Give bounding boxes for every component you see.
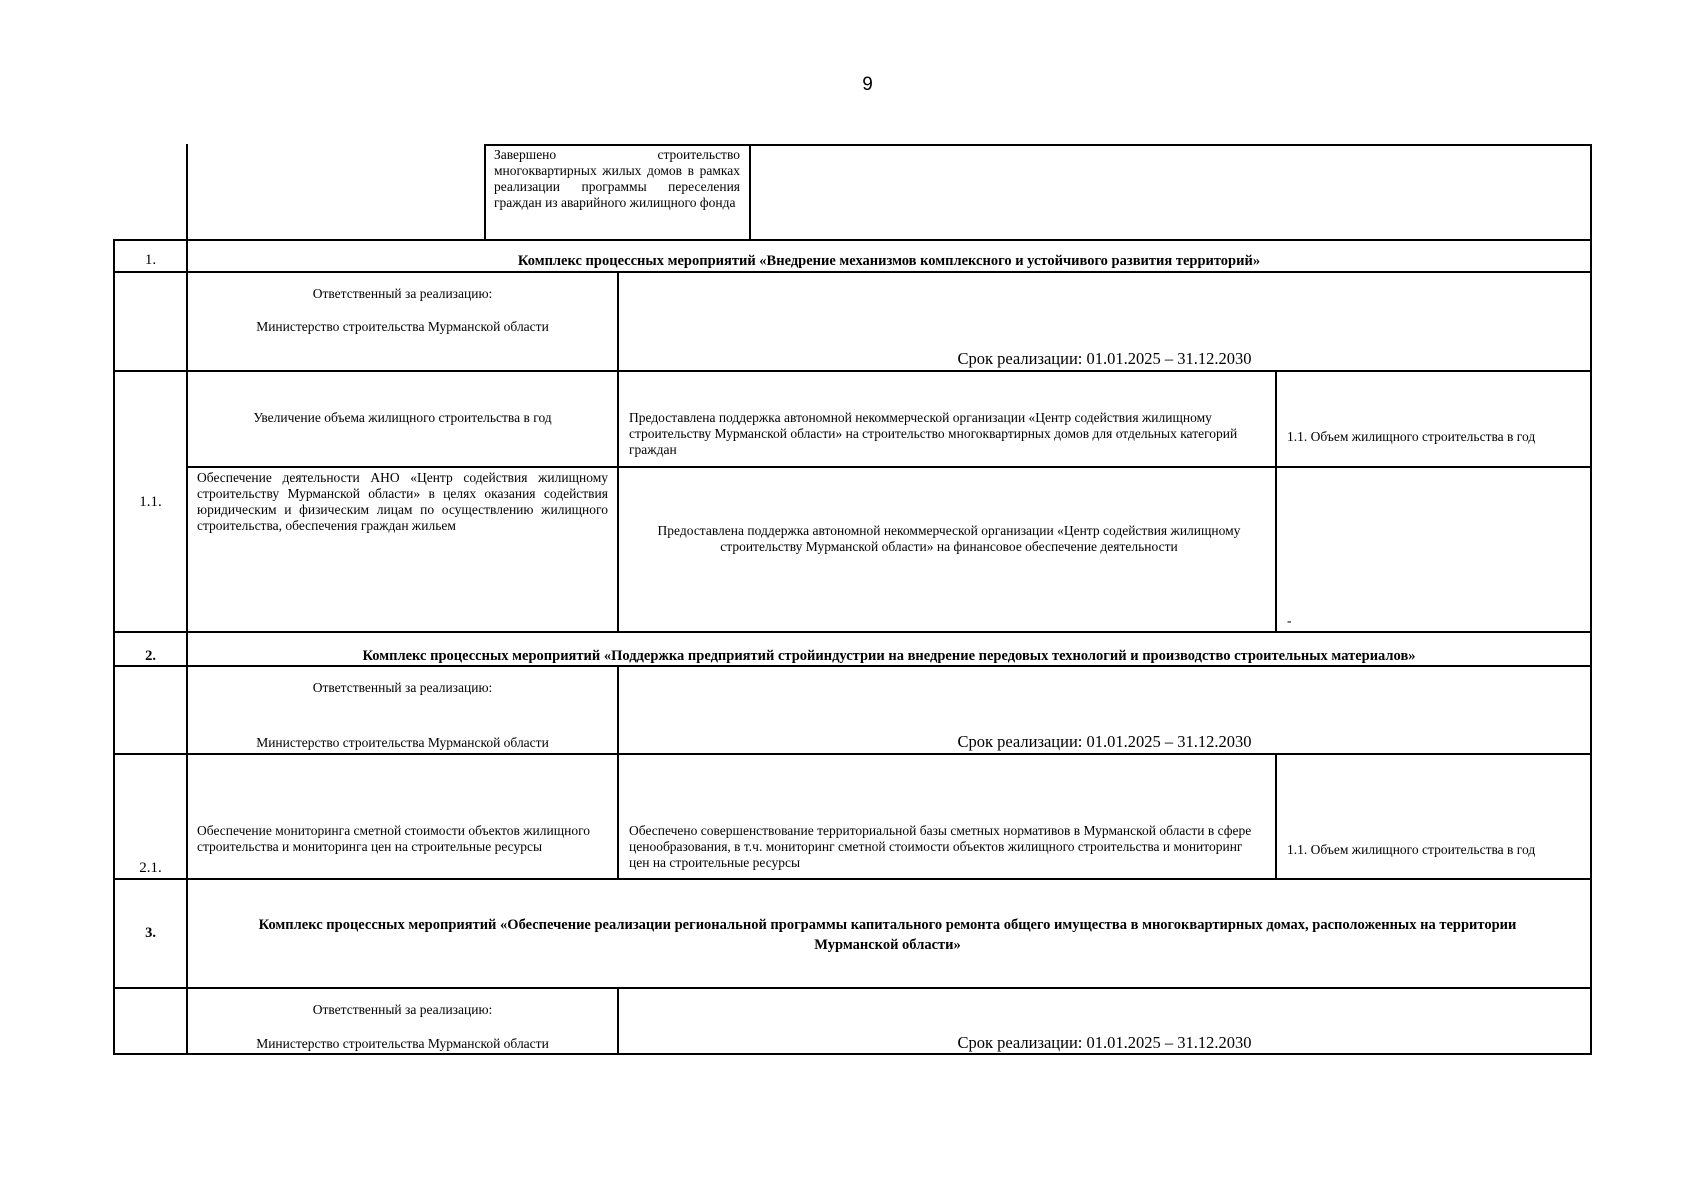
section-title: Комплекс процессных мероприятий «Внедрение механизмов комплексного и устойчивого развития территорий» <box>517 253 1261 269</box>
section-number: 2. <box>145 648 156 664</box>
implementation-period: Срок реализации: 01.01.2025 – 31.12.2030 <box>957 732 1252 751</box>
table-rule <box>484 144 1592 146</box>
table-rule <box>749 144 751 241</box>
indicator-text: 1.1. Объем жилищного строительства в год <box>1287 842 1536 857</box>
table-rule <box>1590 144 1592 1055</box>
item-number: 2.1. <box>139 860 162 876</box>
table-rule <box>113 271 1592 273</box>
table-rule <box>113 665 1592 667</box>
item-number: 1.1. <box>139 494 162 510</box>
table-rule <box>484 144 486 241</box>
table-rule <box>1275 753 1277 880</box>
responsible-label: Ответственный за реализацию: <box>312 286 493 301</box>
responsible-org: Министерство строительства Мурманской области <box>256 1036 549 1051</box>
table-rule <box>186 144 188 1055</box>
implementation-period: Срок реализации: 01.01.2025 – 31.12.2030 <box>957 349 1252 368</box>
table-rule <box>617 271 619 633</box>
table-rule <box>617 665 619 880</box>
table-rule <box>113 631 1592 633</box>
responsible-org: Министерство строительства Мурманской области <box>256 319 549 334</box>
section-title: Комплекс процессных мероприятий «Поддержка предприятий стройиндустрии на внедрение передовых технологий и производство строительных материалов» <box>362 648 1416 664</box>
page-number: 9 <box>862 74 873 95</box>
section-number: 1. <box>144 252 157 268</box>
responsible-label: Ответственный за реализацию: <box>312 1002 493 1017</box>
table-rule <box>113 239 1592 241</box>
table-rule <box>113 878 1592 880</box>
header-result-text: Завершено строительство многоквартирных жилых домов в рамках реализации программы переселения граждан из аварийного жилищного фонда <box>494 147 740 210</box>
responsible-org: Министерство строительства Мурманской области <box>256 735 549 750</box>
task-text: Обеспечение деятельности АНО «Центр содействия жилищному строительству Мурманской области» в целях оказания содействия юридическим и физическим лицам по осуществлению жилищного строительства, обеспечения граждан жильем <box>197 470 608 533</box>
implementation-period: Срок реализации: 01.01.2025 – 31.12.2030 <box>957 1033 1252 1052</box>
table-rule <box>113 370 1592 372</box>
section-number: 3. <box>145 925 156 941</box>
indicator-text: 1.1. Объем жилищного строительства в год <box>1287 429 1536 444</box>
result-text: Предоставлена поддержка автономной некоммерческой организации «Центр содействия жилищному строительству Мурманской области» на финансовое обеспечение деятельности <box>657 523 1241 554</box>
table-rule <box>113 1053 1592 1055</box>
table-rule <box>1275 370 1277 633</box>
indicator-text: - <box>1287 613 1292 628</box>
table-rule <box>113 753 1592 755</box>
table-rule <box>186 466 1592 468</box>
result-text: Предоставлена поддержка автономной некоммерческой организации «Центр содействия жилищному строительству Мурманской области» на строительство многоквартирных домов для отдельных категорий граждан <box>629 410 1238 457</box>
task-text: Увеличение объема жилищного строительства в год <box>253 410 552 425</box>
section-title: Комплекс процессных мероприятий «Обеспечение реализации региональной программы капитального ремонта общего имущества в многоквартирных домах, расположенных на территории Мурманской области» <box>258 917 1517 953</box>
table-rule <box>113 987 1592 989</box>
result-text: Обеспечено совершенствование территориальной базы сметных нормативов в Мурманской области в сфере ценообразования, в т.ч. мониторинг сметной стоимости объектов жилищного строительства и мониторинг цен на строительные ресурсы <box>629 823 1252 870</box>
responsible-label: Ответственный за реализацию: <box>312 680 493 695</box>
task-text: Обеспечение мониторинга сметной стоимости объектов жилищного строительства и мониторинга цен на строительные ресурсы <box>197 823 591 854</box>
